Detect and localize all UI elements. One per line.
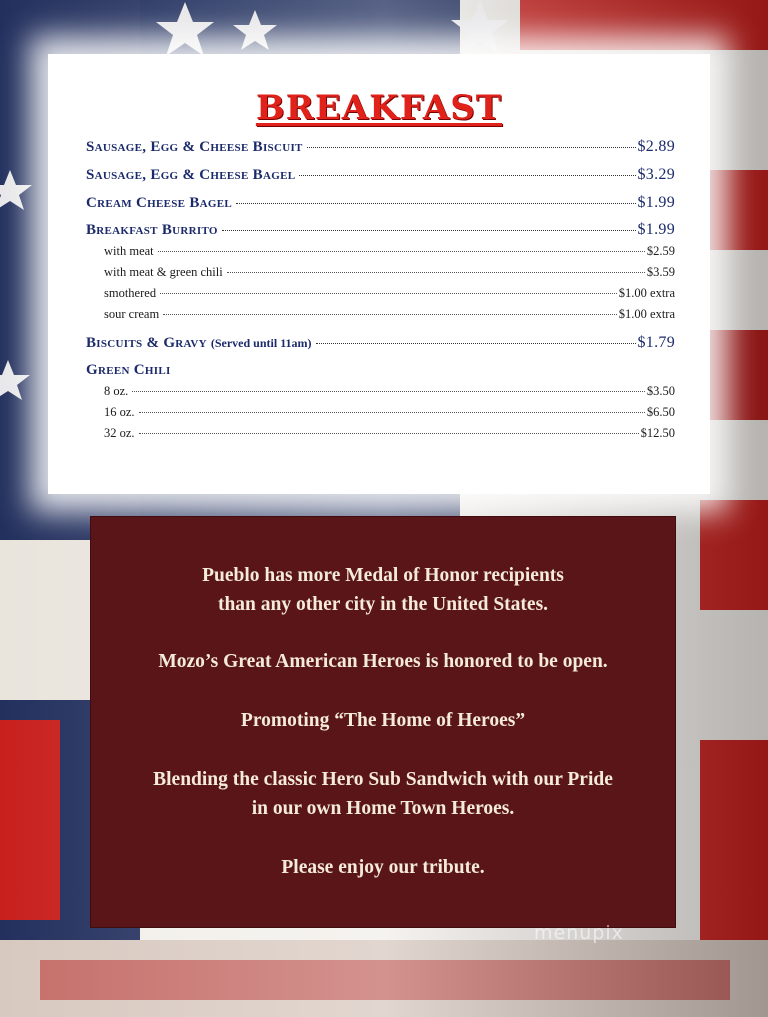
option-name: with meat [104,244,154,258]
leader-dots [163,314,617,315]
leader-dots [236,203,635,204]
tribute-line: Blending the classic Hero Sub Sandwich with our Pride [153,769,613,790]
item-price: $3.29 [637,166,675,183]
menu-option [104,405,675,420]
option-price: $1.00 extra [618,307,675,321]
tribute-line: Please enjoy our tribute. [281,857,485,878]
leader-dots [316,343,636,344]
item-name: Cream Cheese Bagel [86,195,233,211]
menu-option [104,384,675,399]
menu-item [86,221,675,239]
item-name: Sausage, Egg & Cheese Bagel [86,167,296,183]
option-name: 32 oz. [104,426,135,440]
item-price: $1.79 [637,334,675,351]
menu-option [104,244,675,259]
tribute-line: Mozo’s Great American Heroes is honored to be open. [158,651,608,672]
menu-item [86,194,675,212]
item-name: Green Chili [86,362,171,378]
option-name: 8 oz. [104,384,129,398]
menu-option [104,307,675,322]
leader-dots [132,391,645,392]
menu-item [86,334,675,352]
item-price: $1.99 [637,221,675,238]
tribute-line: Pueblo has more Medal of Honor recipients [202,565,564,586]
option-price: $6.50 [646,405,675,419]
watermark: menupix [534,922,624,944]
menu-item [86,362,675,379]
option-price: $3.59 [646,265,675,279]
leader-dots [158,251,645,252]
leader-dots [299,175,635,176]
menu-option [104,265,675,280]
breakfast-menu-card [48,54,710,494]
leader-dots [227,272,645,273]
option-price: $1.00 extra [618,286,675,300]
leader-dots [307,147,636,148]
item-name: Biscuits & Gravy [86,335,207,351]
item-price: $1.99 [637,194,675,211]
item-name: Sausage, Egg & Cheese Biscuit [86,139,303,155]
option-name: with meat & green chili [104,265,223,279]
option-name: sour cream [104,307,160,321]
menu-title: BREAKFAST [255,88,503,128]
option-price: $12.50 [640,426,675,440]
menu-option [104,426,675,441]
item-price: $2.89 [637,138,675,155]
item-name: Breakfast Burrito [86,222,218,238]
tribute-line: in our own Home Town Heroes. [251,798,515,819]
option-name: 16 oz. [104,405,135,419]
item-note: (Served until 11am) [210,336,312,350]
option-price: $2.59 [646,244,675,258]
tribute-box [90,516,676,928]
option-name: smothered [104,286,157,300]
leader-dots [160,293,617,294]
menu-option [104,286,675,301]
leader-dots [139,433,639,434]
leader-dots [139,412,645,413]
menu-item [86,166,675,184]
leader-dots [222,230,636,231]
option-price: $3.50 [646,384,675,398]
tribute-line: than any other city in the United States. [217,594,549,615]
tribute-line: Promoting “The Home of Heroes” [240,710,526,731]
menu-item [86,138,675,156]
